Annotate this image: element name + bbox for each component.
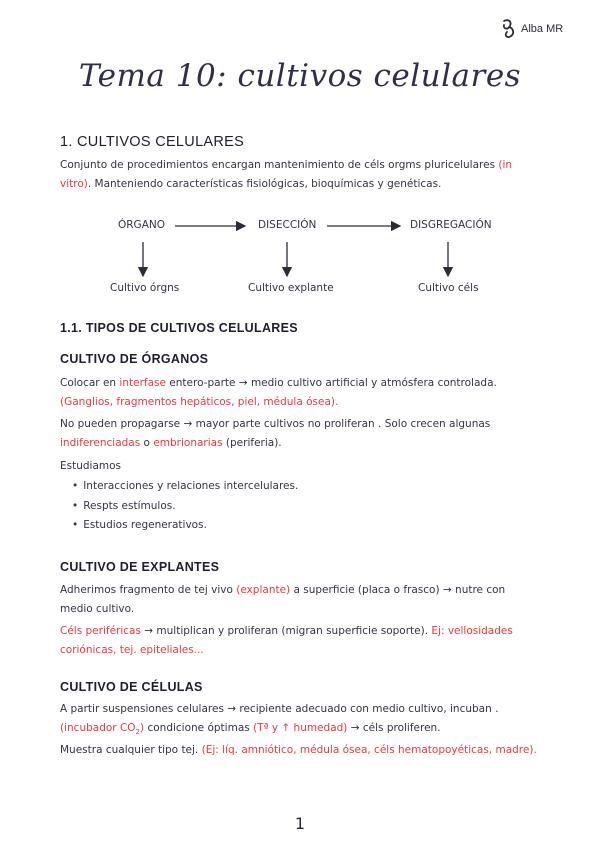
list-item: • Estudios regenerativos. [72,519,298,539]
explantes-text-4: → multiplican y proliferan (migran superficie soporte). [140,625,432,637]
celulas-incubador-close: ) [140,722,145,734]
explantes-highlight: (explante) [236,584,291,596]
celulas-co2-sub: 2 [135,728,141,737]
explantes-text-3: medio cultivo. [60,603,135,615]
list-item: • Interacciones y relaciones intercelulares. [72,480,298,500]
logo [500,18,563,40]
explantes-paragraph-1 [60,581,550,619]
celulas-paragraph-1 [60,700,550,742]
celulas-text-2: condicione óptimas [144,722,254,734]
estudiamos-list [72,480,298,539]
organos-highlight-interfase: interfase [119,377,166,389]
logo-icon [500,18,518,40]
result-organos: Cultivo órgns [110,282,180,294]
celulas-examples: (Ej: líq. amniótico, médula ósea, céls hematopoyéticas, madre). [201,744,537,756]
organos-text: Colocar en [60,377,120,389]
organos-text-or: o [140,437,154,449]
explantes-example: Ej: vellosidades [431,625,513,637]
section-heading-cultivos-celulares: 1. CULTIVOS CELULARES [60,134,245,150]
organos-text-2: entero-parte → medio cultivo artificial y atmósfera controlada. [165,377,497,389]
explantes-highlight-perifericas: Céls periféricas [60,625,141,637]
page-title: Tema 10: cultivos celulares [78,58,522,94]
heading-cultivo-organos: CULTIVO DE ÓRGANOS [60,352,209,366]
section-heading-tipos: 1.1. TIPOS DE CULTIVOS CELULARES [60,321,298,335]
intro-highlight: (in [498,159,513,171]
organos-text-periferia: (periferia). [222,437,282,449]
intro-text-2: . Manteniendo características fisiológicas, bioquímicas y genéticas. [87,178,442,190]
intro-highlight-2: vitro) [60,178,88,190]
result-explante: Cultivo explante [248,282,334,294]
result-celulas: Cultivo céls [418,282,479,294]
explantes-text: Adherimos fragmento de tej vivo [60,584,237,596]
celulas-incubador [60,722,145,737]
explantes-example-2: coriónicas, tej. epiteliales... [60,644,204,656]
organos-highlight-embrionarias: embrionarias [153,437,223,449]
celulas-incubador-text: (incubador CO [60,722,136,734]
process-diagram [0,212,600,302]
celulas-paragraph-2 [60,741,550,760]
explantes-text-2: a superficie (placa o frasco) → nutre con [290,584,506,596]
celulas-highlight-conditions: (Tª y ↑ humedad) [253,722,348,734]
node-organo: ÓRGANO [118,219,165,231]
organos-text-3: No pueden propagarse → mayor parte cultivos no proliferan . Solo crecen algunas [60,418,491,430]
organos-examples: (Ganglios, fragmentos hepáticos, piel, médula ósea). [60,396,339,408]
organos-paragraph-2 [60,415,550,453]
organos-paragraph-1 [60,374,550,412]
page-number: 1 [294,814,306,833]
heading-cultivo-explantes: CULTIVO DE EXPLANTES [60,560,220,574]
estudiamos-label: Estudiamos [60,460,122,472]
list-item: • Respts estímulos. [72,500,298,520]
node-diseccion: DISECCIÓN [258,219,317,231]
heading-cultivo-celulas: CULTIVO DE CÉLULAS [60,680,203,694]
organos-highlight-indiferenciadas: indiferenciadas [60,437,141,449]
celulas-text-4: Muestra cualquier tipo tej. [60,744,202,756]
celulas-text: A partir suspensiones celulares → recipiente adecuado con medio cultivo, incuban . [60,703,499,715]
intro-paragraph [60,156,550,194]
celulas-text-3: → céls proliferen. [347,722,441,734]
logo-text: Alba MR [521,23,564,35]
explantes-paragraph-2 [60,622,550,660]
intro-text: Conjunto de procedimientos encargan mantenimiento de céls orgms pluricelulares [60,159,499,171]
node-disgregacion: DISGREGACIÓN [410,219,492,231]
